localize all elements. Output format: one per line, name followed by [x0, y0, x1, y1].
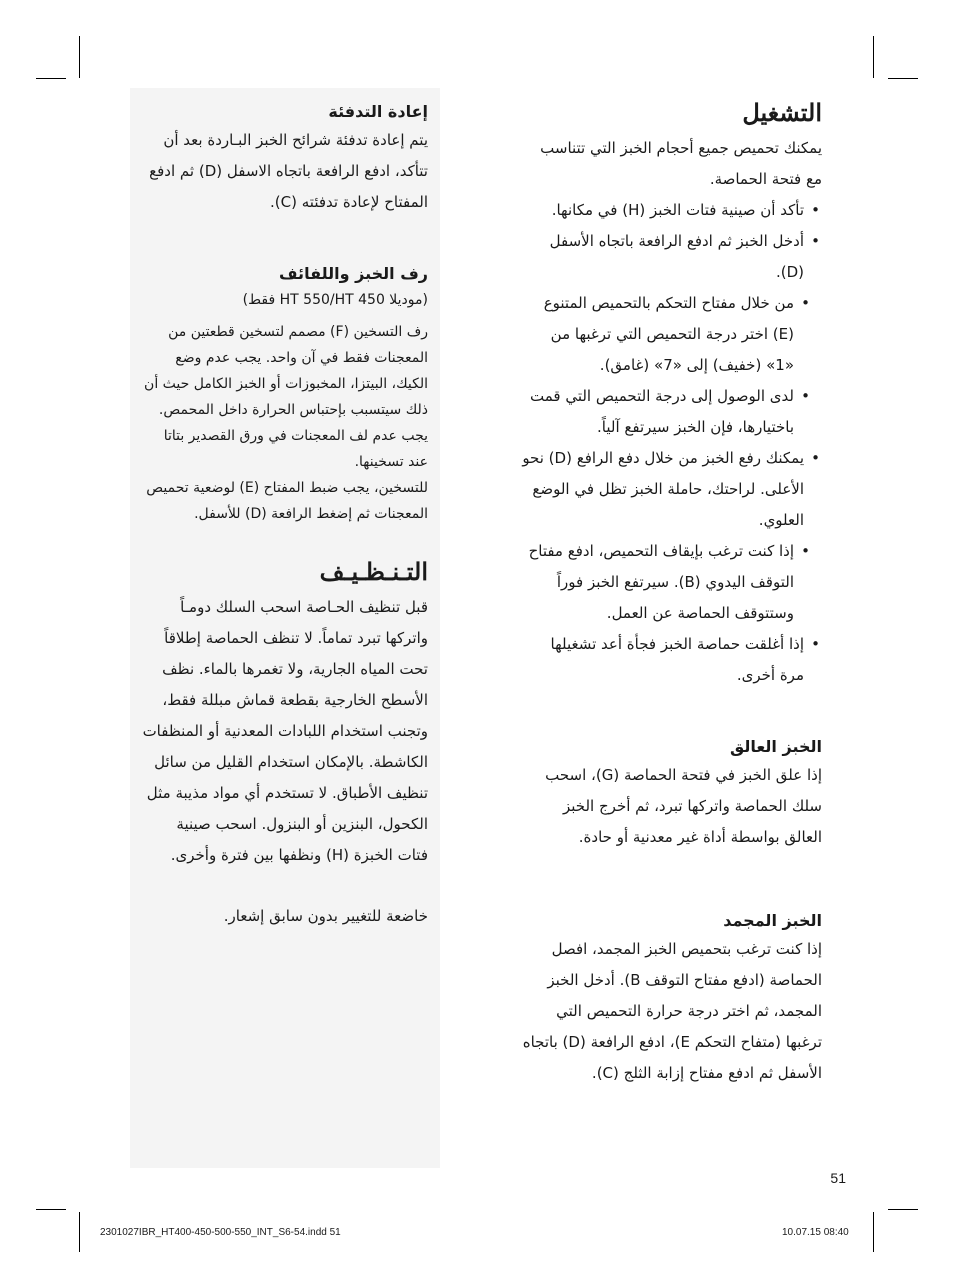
list-item: • أدخل الخبز ثم ادفع الرافعة باتجاه الأسفل (D). — [522, 226, 804, 288]
footer-file: 2301027IBR_HT400-450-500-550_INT_S6-54.indd 51 — [100, 1227, 341, 1238]
left-column — [130, 88, 440, 1168]
operation-title: التشغيل — [742, 98, 822, 127]
cleaning-body: قبل تنظيف الحـاصة اسحب السلك دومـاً واتركها تبرد تماماً. لا تنظف الحماصة إطلاقاً تحت المياه الجارية، ولا تغمرها بالماء. نظف الأسطح الخارجية بقطعة قماش مبللة فقط، وتجنب استخدام اللبادات المعدنية أو المنظفات الكاشطة. بالإمكان استخدام القليل من سائل تنظيف الأطباق. لا تستخدم أي مواد مذيبة مثل الكحول، البنزين أو البنزول. اسحب صينية فتات الخبزة (H) ونظفها بين فترة وأخرى. — [142, 598, 428, 864]
rack-title: رف الخبز واللفائف — [279, 264, 428, 283]
crop-mark — [888, 78, 918, 79]
stuck-title: الخبز العالق — [729, 737, 822, 756]
stuck-body: إذا علق الخبز في فتحة الحماصة (G)، اسحب سلك الحماصة واتركها تبرد، ثم أخرج الخبز العالق بواسطة أداة غير معدنية أو حادة. — [545, 766, 822, 846]
crop-mark — [79, 1212, 80, 1252]
page-number: 51 — [830, 1170, 846, 1186]
crop-mark — [79, 36, 80, 78]
reheat-body: يتم إعادة تدفئة شرائح الخبز البـاردة بعد أن تتأكد، ادفع الرافعة باتجاه الاسفل (D) ثم ادفع المفتاح لإعادة تدفئته (C). — [149, 131, 428, 211]
rack-models: (موديلا HT 550/HT 450 فقط) — [242, 292, 428, 308]
right-column — [522, 88, 822, 1089]
frozen-title: الخبز المجمد — [723, 911, 822, 930]
crop-mark — [36, 78, 66, 79]
cleaning-title: التـنـظـيـف — [319, 557, 428, 586]
operation-intro: يمكنك تحميص جميع أحجام الخبز التي تتناسب مع فتحة الحماصة. — [540, 139, 822, 188]
list-item: • إذا أغلقت حماصة الخبز فجأة أعد تشغيلها مرة أخرى. — [522, 629, 804, 691]
crop-mark — [873, 1212, 874, 1252]
operation-list — [522, 195, 822, 691]
frozen-body: إذا كنت ترغب بتحميص الخبز المجمد، افصل الحماصة (ادفع مفتاح التوقف B). أدخل الخبز المجمد، ثم اختر درجة حرارة التحميص التي ترغبها (متفاح التحكم E)، ادفع الرافعة (D) باتجاه الأسفل ثم ادفع مفتاح إزابة الثلج (C). — [522, 940, 822, 1082]
list-item: • يمكنك رفع الخبز من خلال دفع الرافع (D) نحو الأعلى. لراحتك، حاملة الخبز تظل في الوضع العلوي. — [522, 443, 804, 536]
list-item: • لدى الوصول إلى درجة التحميص التي قمت باختيارها، فإن الخبز سيرتفع آلياً. — [522, 381, 794, 443]
crop-mark — [873, 36, 874, 78]
footer-date: 10.07.15 08:40 — [782, 1227, 849, 1238]
notice: خاضعة للتغيير بدون سابق إشعار. — [223, 907, 428, 925]
rack-body-2: يجب عدم لف المعجنات في ورق القصدير بتاتا عند تسخينها. — [163, 428, 428, 470]
list-item: • من خلال مفتاح التحكم بالتحميص المتنوع (E) اختر درجة التحميص التي ترغبها من «1» (خفيف) إلى «7» (غامق). — [522, 288, 794, 381]
rack-body-3: للتسخين، يجب ضبط المفتاح (E) لوضعية تحميص المعجنات ثم إضغط الرافعة (D) للأسفل. — [146, 480, 428, 522]
list-item: • إذا كنت ترغب بإيقاف التحميص، ادفع مفتاح التوقف اليدوي (B). سيرتفع الخبز فوراً وستتوقف الحماصة عن العمل. — [522, 536, 794, 629]
list-item: • تأكد أن صينية فتات الخبز (H) في مكانها. — [522, 195, 804, 226]
rack-body-1: رف التسخين (F) مصمم لتسخين قطعتين من المعجنات فقط في آن واحد. يجب عدم وضع الكيك، البيتزا، المخبوزات أو الخبز الكامل حيث أن ذلك سيتسبب بإحتباس الحرارة داخل المحمص. — [144, 324, 428, 418]
reheat-title: إعادة التدفئة — [328, 102, 428, 121]
crop-mark — [888, 1209, 918, 1210]
crop-mark — [36, 1209, 66, 1210]
